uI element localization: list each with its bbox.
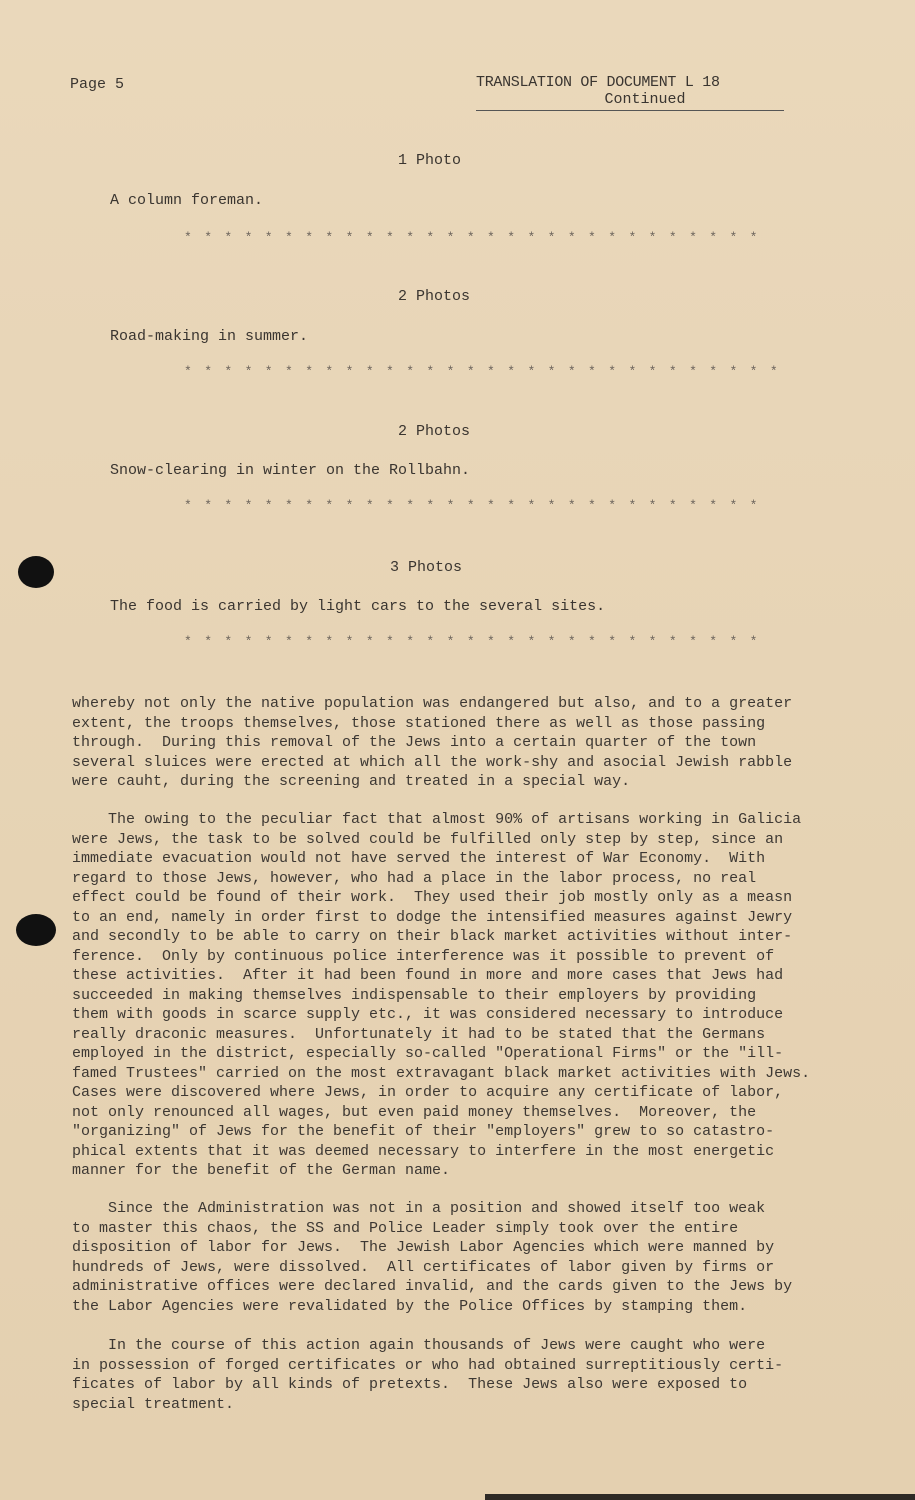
photo-caption: Snow-clearing in winter on the Rollbahn. <box>110 462 471 479</box>
separator-stars: * * * * * * * * * * * * * * * * * * * * * * * * * * * * * * <box>184 364 780 379</box>
page-number: Page 5 <box>70 76 125 93</box>
body-paragraph: In the course of this action again thousands of Jews were caught who were in possession of forged certificates or who had obtained surreptitiously certi- ficates of labor by all kinds of pretexts. These Jews also were exposed to special treatment. <box>72 1337 784 1413</box>
page-bottom-edge <box>485 1494 915 1500</box>
separator-stars: * * * * * * * * * * * * * * * * * * * * * * * * * * * * * <box>184 634 760 649</box>
body-paragraph: The owing to the peculiar fact that almost 90% of artisans working in Galicia were Jews, the task to be solved could be fulfilled only step by step, since an immediate evacuation would not have served the interest of War Economy. With regard to those Jews, however, who had a place in the labor process, no real effect could be found of their work. They used their job mostly only as a measn to an end, namely in order first to dodge the intensified measures against Jewry and secondly to be able to carry on their black market activities without inter- ference. Only by continuous police interference was it possible to prevent of these activities. After it had been found in more and more cases that Jews had succeeded in making themselves indispensable to their employers by providing them with goods in scarce supply etc., it was considered necessary to introduce really draconic measures. Unfortunately it had to be stated that the Germans employed in the district, especially so-called "Operational Firms" or the "ill- famed Trustees" carried on the most extravagant black market activities with Jews. Cases were discovered where Jews, in order to acquire any certificate of labor, not only renounced all wages, but even paid money themselves. Moreover, the "organizing" of Jews for the benefit of their "employers" grew to so catastro- phical extents that it was deemed necessary to interfere in the most energetic manner for the benefit of the German name. <box>72 811 811 1179</box>
punch-hole <box>16 914 56 946</box>
separator-stars: * * * * * * * * * * * * * * * * * * * * * * * * * * * * * <box>184 230 760 245</box>
separator-stars: * * * * * * * * * * * * * * * * * * * * * * * * * * * * * <box>184 498 760 513</box>
photo-caption: Road-making in summer. <box>110 328 309 345</box>
section-heading: 1 Photo <box>398 152 462 169</box>
document-subtitle: Continued <box>476 91 784 111</box>
photo-caption: A column foreman. <box>110 192 264 209</box>
document-title: TRANSLATION OF DOCUMENT L 18 <box>476 74 720 91</box>
punch-hole <box>18 556 54 588</box>
section-heading: 2 Photos <box>398 288 471 305</box>
section-heading: 3 Photos <box>390 559 463 576</box>
photo-caption: The food is carried by light cars to the several sites. <box>110 598 606 615</box>
body-paragraph: Since the Administration was not in a position and showed itself too weak to master this chaos, the SS and Police Leader simply took over the entire disposition of labor for Jews. The Jewish Labor Agencies which were manned by hundreds of Jews, were dissolved. All certificates of labor given by firms or administrative offices were declared invalid, and the cards given to the Jews by the Labor Agencies were revalidated by the Police Offices by stamping them. <box>72 1200 793 1315</box>
document-header <box>476 74 756 111</box>
section-heading: 2 Photos <box>398 423 471 440</box>
body-paragraph: whereby not only the native population was endangered but also, and to a greater extent, the troops themselves, those stationed there as well as those passing through. During this removal of the Jews into a certain quarter of the town several sluices were erected at which all the work-shy and asocial Jewish rabble were cauht, during the screening and treated in a special way. <box>72 695 793 790</box>
